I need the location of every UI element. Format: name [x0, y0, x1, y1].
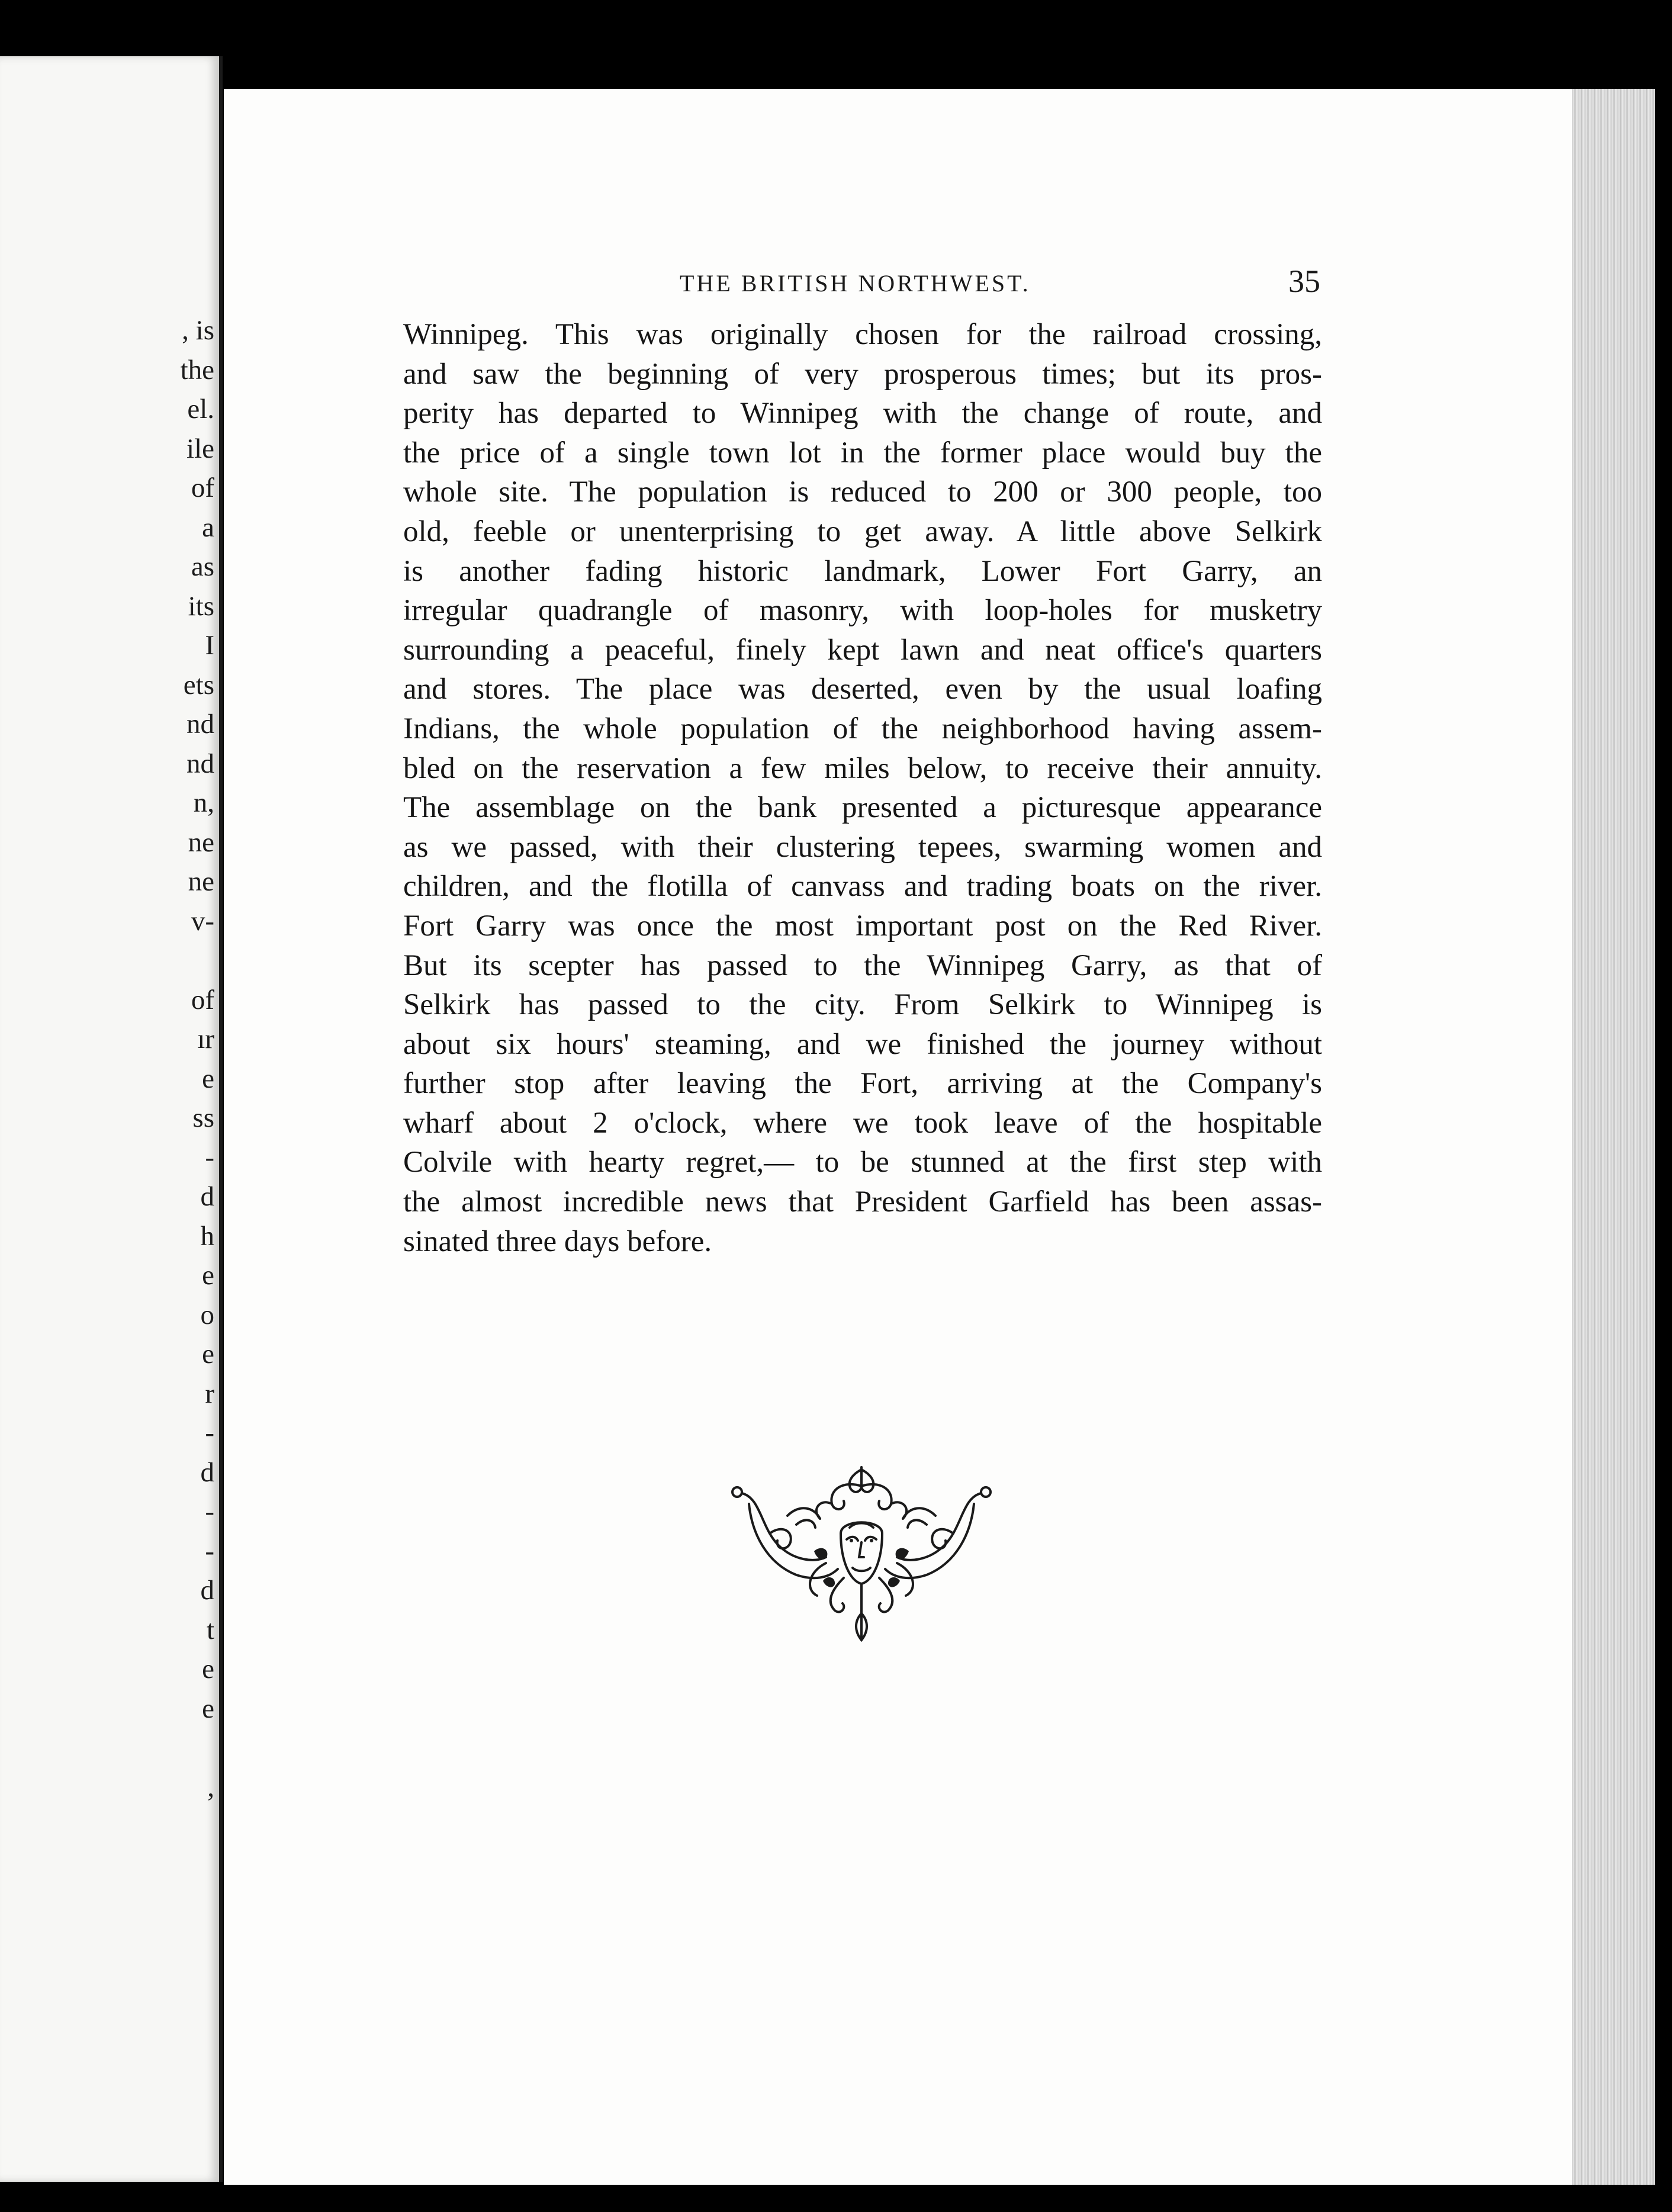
facing-page-fragment: d	[200, 1181, 214, 1212]
facing-page-fragment: ne	[188, 866, 214, 897]
facing-page-fragment: -	[205, 1535, 214, 1567]
facing-page-text	[181, 311, 214, 1807]
page-edges	[1572, 89, 1655, 2185]
facing-page-fragment	[181, 1728, 214, 1768]
text-line: the price of a single town lot in the former place would buy the	[403, 436, 1322, 470]
facing-page-fragment: ss	[192, 1102, 214, 1133]
facing-page-fragment: e	[202, 1654, 214, 1684]
text-line: sinated three days before.	[403, 1224, 712, 1258]
facing-page-fragment: v-	[191, 905, 214, 937]
text-line: about six hours' steaming, and we finished the journey without	[403, 1027, 1322, 1061]
facing-page-fragment: e	[202, 1693, 214, 1724]
text-line: The assemblage on the bank presented a picturesque appearance	[403, 791, 1322, 825]
text-line: and stores. The place was deserted, even by the usual loafing	[403, 673, 1322, 706]
facing-page-fragment: nd	[187, 748, 214, 779]
text-line: whole site. The population is reduced to 200 or 300 people, too	[403, 475, 1322, 509]
facing-page-fragment: ile	[187, 433, 214, 464]
page-number: 35	[1288, 263, 1320, 299]
facing-page-fragment: t	[206, 1614, 214, 1645]
facing-page-fragment: o	[200, 1299, 214, 1330]
facing-page-fragment: the	[180, 354, 214, 385]
text-line: old, feeble or unenterprising to get away. A little above Selkirk	[403, 515, 1322, 548]
facing-page-fragment: e	[202, 1260, 214, 1291]
text-line: children, and the flotilla of canvass and trading boats on the river.	[403, 870, 1322, 904]
facing-page-fragment: ne	[188, 827, 214, 858]
text-line: But its scepter has passed to the Winnipeg Garry, as that of	[403, 949, 1322, 982]
running-head: THE BRITISH NORTHWEST.	[680, 270, 1031, 297]
facing-page-fragment: of	[191, 984, 214, 1015]
facing-page-fragment: r	[205, 1378, 214, 1409]
facing-page	[0, 56, 223, 2182]
facing-page-fragment: a	[202, 512, 214, 543]
facing-page-fragment: as	[191, 551, 214, 582]
text-line: perity has departed to Winnipeg with the change of route, and	[403, 397, 1322, 430]
text-line: surrounding a peaceful, finely kept lawn and neat office's quarters	[403, 633, 1322, 667]
text-line: bled on the reservation a few miles below, to receive their annuity.	[403, 751, 1322, 785]
facing-page-fragment: ,	[207, 1771, 214, 1803]
facing-page-fragment: n,	[193, 787, 214, 818]
text-line: wharf about 2 o'clock, where we took leave of the hospitable	[403, 1106, 1322, 1140]
facing-page-fragment: its	[188, 590, 214, 622]
facing-page-fragment: e	[202, 1063, 214, 1094]
text-line: Selkirk has passed to the city. From Selkirk to Winnipeg is	[403, 988, 1322, 1022]
text-line: irregular quadrangle of masonry, with loop-holes for musketry	[403, 594, 1322, 628]
text-line: Fort Garry was once the most important post on the Red River.	[403, 909, 1322, 943]
facing-page-fragment: d	[200, 1457, 214, 1488]
facing-page-fragment: e	[202, 1339, 214, 1369]
text-line: Colvile with hearty regret,— to be stunned at the first step with	[403, 1146, 1322, 1179]
grotesque-mask-tailpiece-icon	[725, 1462, 998, 1652]
text-line: is another fading historic landmark, Lower Fort Garry, an	[403, 554, 1322, 588]
facing-page-fragment: -	[205, 1496, 214, 1527]
facing-page-fragment: of	[191, 472, 214, 503]
facing-page-fragment: , is	[182, 315, 214, 346]
facing-page-fragment	[181, 941, 214, 980]
text-line: further stop after leaving the Fort, arriving at the Company's	[403, 1067, 1322, 1101]
text-line: as we passed, with their clustering tepees, swarming women and	[403, 830, 1322, 864]
body-text	[403, 315, 1322, 1261]
facing-page-fragment: h	[200, 1220, 214, 1252]
facing-page-fragment: d	[200, 1575, 214, 1606]
text-line: and saw the beginning of very prosperous times; but its pros-	[403, 357, 1322, 391]
facing-page-fragment: ır	[197, 1024, 214, 1054]
text-line: the almost incredible news that President Garfield has been assas-	[403, 1185, 1322, 1219]
text-line: Winnipeg. This was originally chosen for the railroad crossing,	[403, 318, 1322, 351]
facing-page-fragment: I	[205, 630, 214, 661]
facing-page-fragment: -	[205, 1417, 214, 1448]
text-line: Indians, the whole population of the neighborhood having assem-	[403, 712, 1322, 745]
facing-page-fragment: nd	[187, 709, 214, 740]
facing-page-fragment: -	[205, 1142, 214, 1173]
facing-page-fragment: ets	[183, 669, 214, 700]
facing-page-fragment: el.	[187, 394, 214, 425]
